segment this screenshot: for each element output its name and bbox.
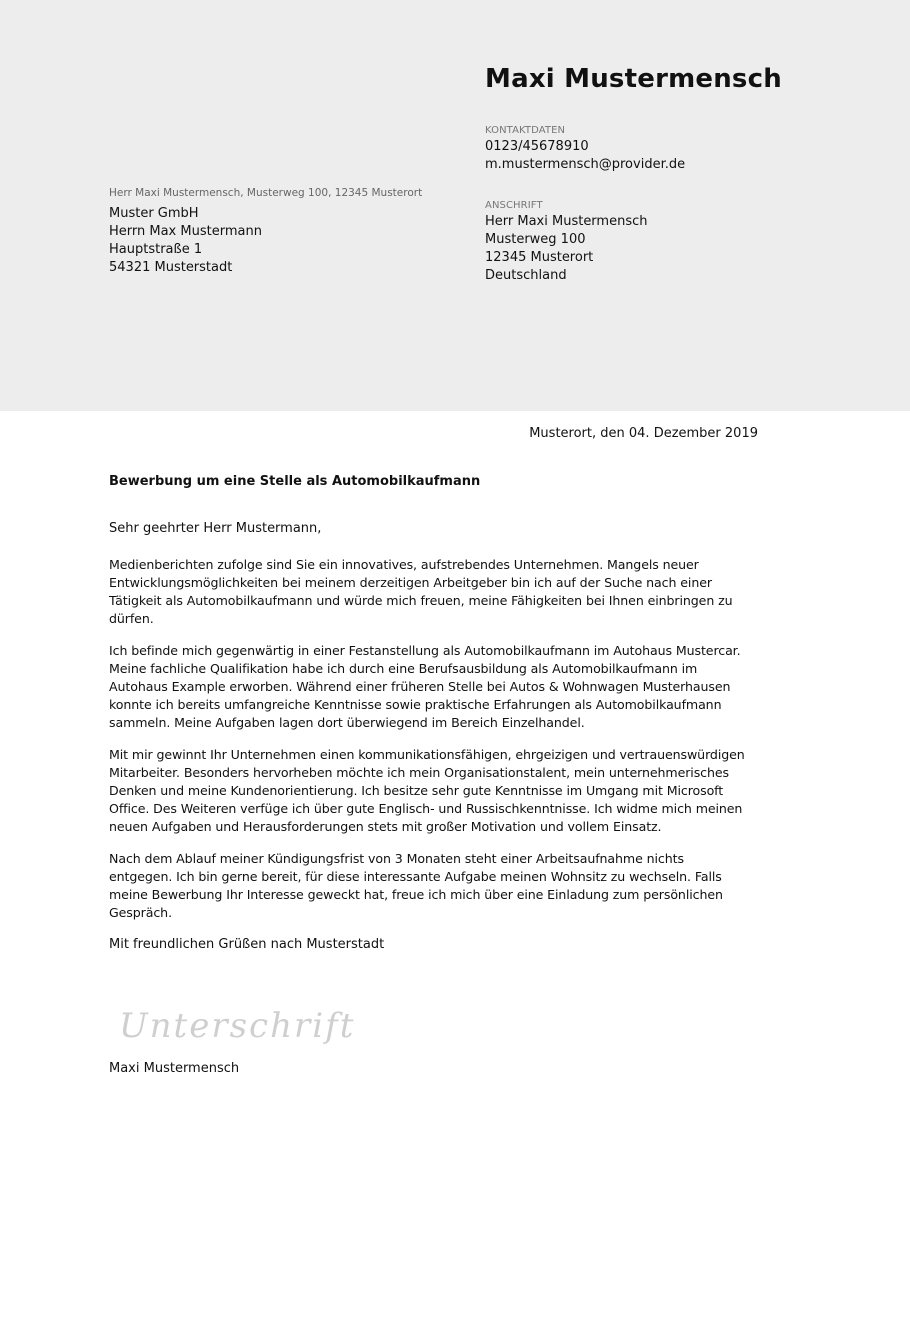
letter-subject: Bewerbung um eine Stelle als Automobilkaufmann xyxy=(109,474,481,489)
salutation: Sehr geehrter Herr Mustermann, xyxy=(109,521,322,536)
recipient-line: Herrn Max Mustermann xyxy=(109,224,262,239)
signature: Unterschrift xyxy=(119,1006,356,1046)
contact-section xyxy=(485,124,685,174)
return-address: Herr Maxi Mustermensch, Musterweg 100, 12345 Musterort xyxy=(109,187,423,199)
body-paragraph: Medienberichten zufolge sind Sie ein innovatives, aufstrebendes Unternehmen. Mangels neuer Entwicklungsmöglichkeiten bei meinem derzeitigen Arbeitgeber bin ich auf der Suche nach einer Tätigkeit als Automobilkaufmann und würde mich freuen, meine Fähigkeiten bei Ihnen einbringen zu dürfen. xyxy=(109,557,733,626)
address-line: Deutschland xyxy=(485,268,567,283)
letter-body xyxy=(109,520,749,954)
letterhead xyxy=(0,0,910,411)
address-line: Herr Maxi Mustermensch xyxy=(485,214,648,229)
address-line: 12345 Musterort xyxy=(485,250,594,265)
address-section xyxy=(485,199,648,285)
email-address: m.mustermensch@provider.de xyxy=(485,157,686,172)
closing: Mit freundlichen Grüßen nach Musterstadt xyxy=(109,937,385,952)
body-paragraph: Ich befinde mich gegenwärtig in einer Festanstellung als Automobilkaufmann im Autohaus Mustercar. Meine fachliche Qualifikation habe ich durch eine Berufsausbildung als Automobilkaufmann im Autohaus Example erworben. Während einer früheren Stelle bei Autos & Wohnwagen Musterhausen konnte ich bereits umfangreiche Kenntnisse sowie praktische Erfahrungen als Automobilkaufmann sammeln. Meine Aufgaben lagen dort überwiegend im Bereich Einzelhandel. xyxy=(109,643,741,730)
recipient-line: Hauptstraße 1 xyxy=(109,242,203,257)
signer-name: Maxi Mustermensch xyxy=(109,1061,240,1076)
address-line: Musterweg 100 xyxy=(485,232,586,247)
body-paragraph: Mit mir gewinnt Ihr Unternehmen einen kommunikationsfähigen, ehrgeizigen und vertrauenswürdigen Mitarbeiter. Besonders hervorheben möchte ich mein Organisationstalent, mein unternehmerisches Denken und meine Kundenorientierung. Ich besitze sehr gute Kenntnisse im Umgang mit Microsoft Office. Des Weiteren verfüge ich über gute Englisch- und Russischkenntnisse. Ich widme mich meinen neuen Aufgaben und Herausforderungen stets mit großer Motivation und vollem Einsatz. xyxy=(109,747,745,834)
recipient-line: 54321 Musterstadt xyxy=(109,260,233,275)
letter-date: Musterort, den 04. Dezember 2019 xyxy=(529,426,758,441)
address-label: ANSCHRIFT xyxy=(485,200,543,211)
contact-label: KONTAKTDATEN xyxy=(485,125,566,136)
phone-number: 0123/45678910 xyxy=(485,139,589,154)
body-paragraph: Nach dem Ablauf meiner Kündigungsfrist von 3 Monaten steht einer Arbeitsaufnahme nichts entgegen. Ich bin gerne bereit, für diese interessante Aufgabe meinen Wohnsitz zu wechseln. Falls meine Bewerbung Ihr Interesse geweckt hat, freue ich mich über eine Einladung zum persönlichen Gespräch. xyxy=(109,851,723,920)
recipient-line: Muster GmbH xyxy=(109,206,199,221)
sender-name: Maxi Mustermensch xyxy=(485,64,782,94)
recipient-address xyxy=(109,205,262,277)
